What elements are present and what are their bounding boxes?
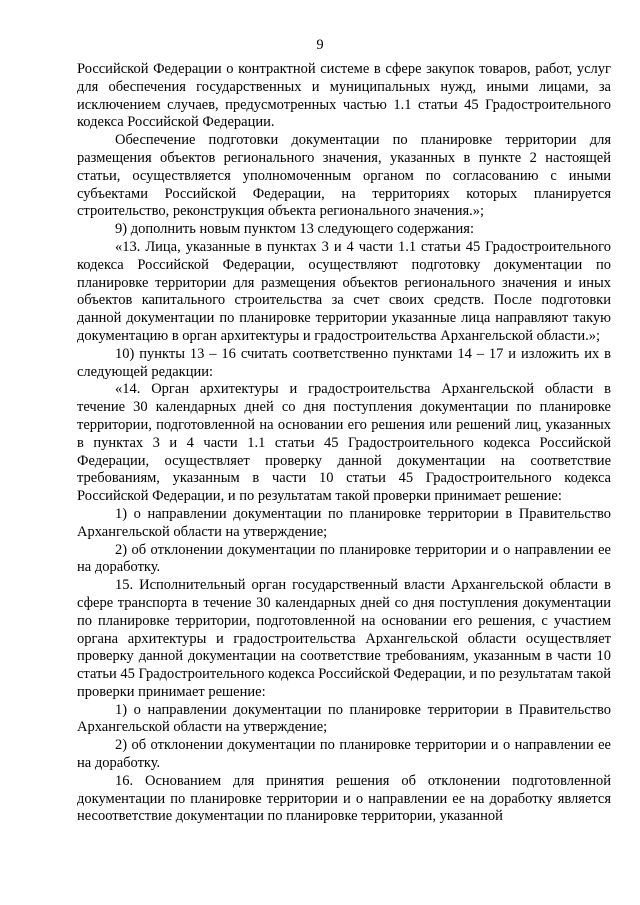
- paragraph-point-16: 16. Основанием для принятия решения об отклонении подготовленной документации по планировке территории и о направлении ее на доработку является несоответствие документации по планировке территории, указанной: [77, 772, 611, 825]
- page-number: 9: [316, 37, 324, 53]
- paragraph-continuation: Российской Федерации о контрактной системе в сфере закупок товаров, работ, услуг для обеспечения государственных и муниципальных нужд, иными лицами, за исключением случаев, предусмотренных частью 1.1 статьи 45 Градостроительного кодекса Российской Федерации.: [77, 61, 611, 131]
- paragraph-point-15: 15. Исполнительный орган государственный власти Архангельской области в сфере транспорта в течение 30 календарных дней со дня поступления документации по планировке территории, подготовленной на основании его решения, с участием органа архитектуры и градостроительства Архангельской области осуществляет проверку данной документации на соответствие требованиям, указанным в части 10 статьи 45 Градостроительного кодекса Российской Федерации, и по результатам такой проверки принимает решение:: [77, 577, 611, 700]
- paragraph-item-9: 9) дополнить новым пунктом 13 следующего содержания:: [115, 221, 474, 238]
- paragraph-item-10: 10) пункты 13 – 16 считать соответственно пунктами 14 – 17 и изложить их в следующей редакции:: [77, 345, 611, 380]
- paragraph-point-14-option-2: 2) об отклонении документации по планировке территории и о направлении ее на доработку.: [77, 541, 611, 576]
- paragraph-point-13: «13. Лица, указанные в пунктах 3 и 4 части 1.1 статьи 45 Градостроительного кодекса Российской Федерации, осуществляют подготовку документации по планировке территории для размещения объектов регионального значения и иных объектов капитального строительства за счет своих средств. После подготовки данной документации по планировке территории указанные лица направляют такую документацию в орган архитектуры и градостроительства Архангельской области.»;: [77, 238, 611, 344]
- paragraph-point-14: «14. Орган архитектуры и градостроительства Архангельской области в течение 30 календарных дней со дня поступления документации по планировке территории, подготовленной на основании его решения или решений лиц, указанных в пунктах 3 и 4 части 1.1 статьи 45 Градостроительного кодекса Российской Федерации, осуществляет проверку данной документации на соответствие требованиям, указанным в части 10 статьи 45 Градостроительного кодекса Российской Федерации, и по результатам такой проверки принимает решение:: [77, 381, 611, 505]
- paragraph-coordination: Обеспечение подготовки документации по планировке территории для размещения объектов регионального значения, указанных в пункте 2 настоящей статьи, осуществляется уполномоченным органом по согласованию с иными субъектами Российской Федерации, на территориях которых планируется строительство, реконструкция объекта регионального значения.»;: [77, 132, 611, 220]
- document-body: [77, 61, 611, 826]
- paragraph-point-14-option-1: 1) о направлении документации по планировке территории в Правительство Архангельской области на утверждение;: [77, 505, 611, 540]
- paragraph-point-15-option-1: 1) о направлении документации по планировке территории в Правительство Архангельской области на утверждение;: [77, 701, 611, 736]
- paragraph-point-15-option-2: 2) об отклонении документации по планировке территории и о направлении ее на доработку.: [77, 737, 611, 772]
